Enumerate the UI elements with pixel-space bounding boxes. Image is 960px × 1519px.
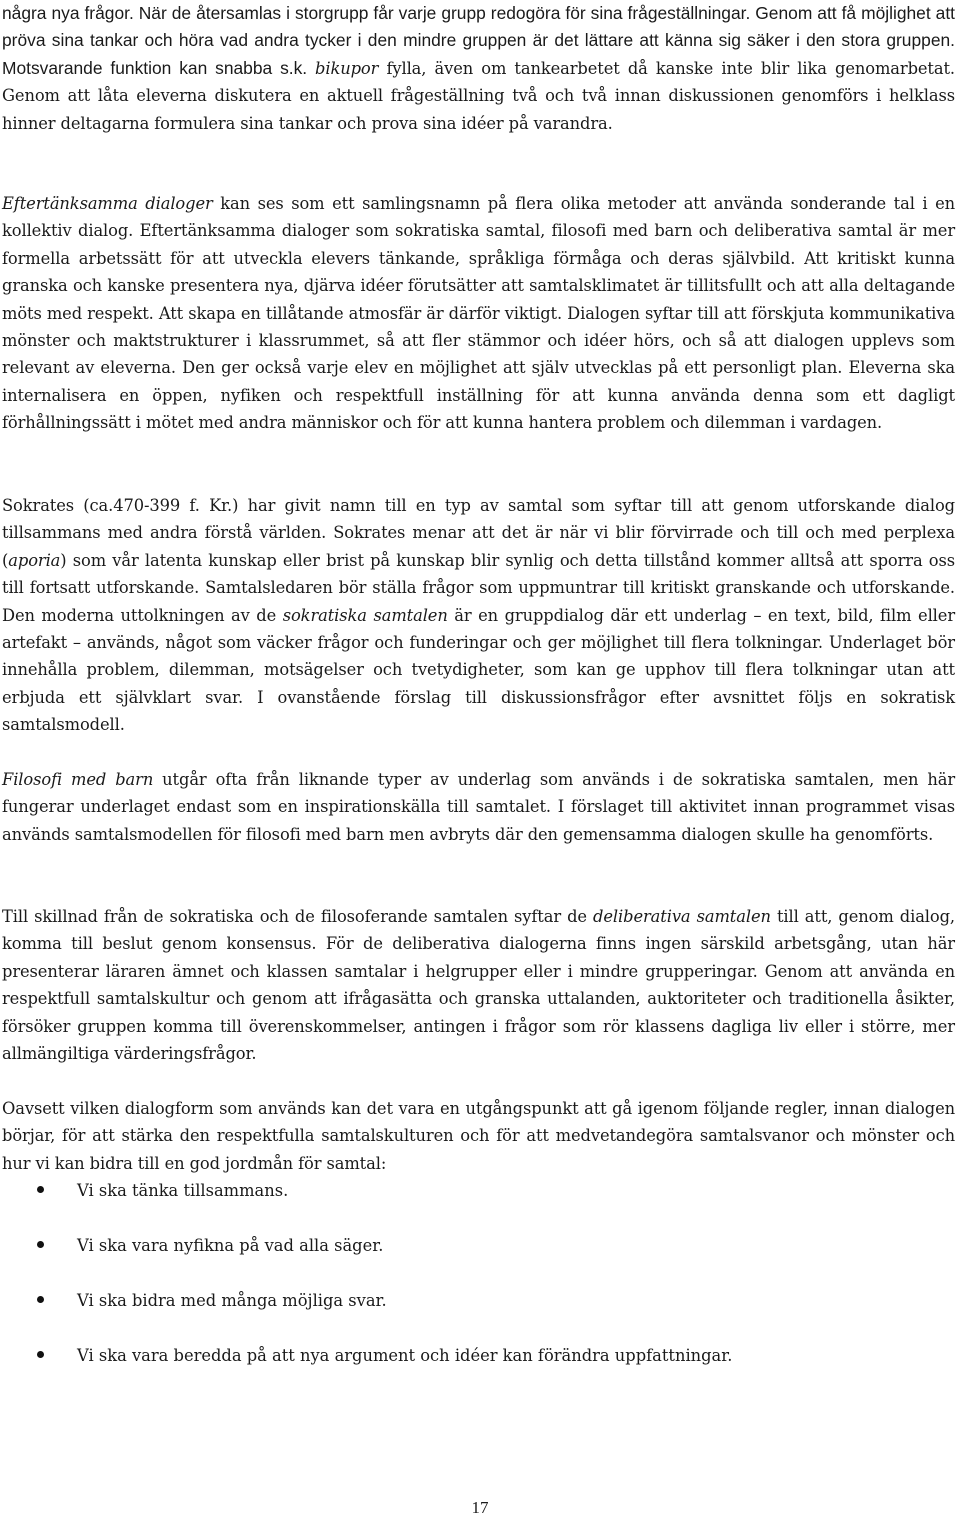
list-item-text: Vi ska vara beredda på att nya argument och idéer kan förändra uppfattningar. [77, 1346, 733, 1365]
paragraph-small-groups [2, 0, 955, 137]
emphasized-term: aporia [8, 550, 61, 570]
paragraph-philosophy-with-children [2, 766, 955, 848]
list-item-text: Vi ska bidra med många möjliga svar. [77, 1291, 387, 1310]
paragraph-socratic-dialogue [2, 492, 955, 739]
list-item [0, 1286, 960, 1341]
paragraph-dialogue-rules-intro [2, 1095, 955, 1177]
list-item [0, 1176, 960, 1231]
text-run: till att, genom dialog, komma till beslut genom konsensus. För de deliberativa dialogerna finns ingen särskild arbetsgång, utan här presenterar läraren ämnet och klassen samtalar i helgrupper eller i mindre grupperingar. Genom att använda en respektfull samtalskultur och genom att ifrågasätta och granska uttalanden, auktoriteter och traditionella åsikter, försöker gruppen komma till överenskommelser, antingen i frågor som rör klassens dagliga liv eller i större, mer allmängiltiga värderingsfrågor. [2, 907, 956, 1064]
emphasized-term: deliberativa samtalen [593, 907, 771, 926]
bullet-icon [37, 1351, 44, 1358]
list-item [0, 1231, 960, 1286]
list-item-text: Vi ska vara nyfikna på vad alla säger. [77, 1236, 384, 1255]
text-run: är en gruppdialog där ett underlag – en text, bild, film eller artefakt – används, något som väcker frågor och funderingar och ger möjlighet till flera tolkningar. Underlaget bör innehålla problem, dilemman, motsägelser och tvetydigheter, som kan ge upphov till flera tolkningar utan att erbjuda ett självklart svar. I ovanstående förslag till diskussionsfrågor efter avsnittet följs en sokratisk samtalsmodell. [2, 605, 955, 735]
bullet-icon [37, 1186, 44, 1193]
page-number: 17 [471, 1498, 489, 1517]
emphasized-term: Filosofi med barn [2, 770, 154, 789]
emphasized-term: bikupor [315, 58, 379, 78]
emphasized-term: sokratiska samtalen [282, 605, 448, 625]
paragraph-reflective-dialogues [2, 190, 955, 437]
list-item [0, 1341, 960, 1396]
text-run: Oavsett vilken dialogform som används kan det vara en utgångspunkt att gå igenom följande regler, innan dialogen börjar, för att stärka den respektfulla samtalskulturen och för att medvetandegöra samtalsvanor och mönster och hur vi kan bidra till en god jordmån för samtal: [2, 1099, 955, 1173]
text-run: några nya frågor. När de återsamlas i storgrupp får varje grupp redogöra för sina frågeställningar. Genom att få möjlighet att pröva sina tankar och höra vad andra tycker i den mindre gruppen är det lättare att känna sig säker i den stora gruppen. Motsvarande funktion kan snabba s.k. [2, 3, 955, 78]
text-run: fylla, även om tankearbetet då kanske inte blir lika genomarbetat. Genom att låta eleverna diskutera en aktuell frågeställning två och två innan diskussionen genomförs i helklass hinner deltagarna formulera sina tankar och prova sina idéer på varandra. [2, 58, 955, 133]
list-item-text: Vi ska tänka tillsammans. [77, 1181, 289, 1200]
paragraph-deliberative-dialogue [2, 903, 955, 1067]
text-run: utgår ofta från liknande typer av underlag som används i de sokratiska samtalen, men här fungerar underlaget endast som en inspirationskälla till samtalet. I förslaget till aktivitet innan programmet visas används samtalsmodellen för filosofi med barn men avbryts där den gemensamma dialogen skulle ha genomförts. [2, 770, 955, 844]
text-run: Till skillnad från de sokratiska och de filosoferande samtalen syftar de [2, 907, 594, 926]
bullet-icon [37, 1241, 44, 1248]
text-run: kan ses som ett samlingsnamn på flera olika metoder att använda sonderande tal i en kollektiv dialog. Eftertänksamma dialoger som sokratiska samtal, filosofi med barn och deliberativa samtal är mer formella arbetssätt för att utveckla elevers tänkande, språkliga förmåga och deras självbild. Att kritiskt kunna granska och kanske presentera nya, djärva idéer förutsätter att samtalsklimatet är tillitsfullt och att alla deltagande möts med respekt. Att skapa en tillåtande atmosfär är därför viktigt. Dialogen syftar till att förskjuta kommunikativa mönster och maktstrukturer i klassrummet, så att fler stämmor och idéer hörs, och så att dialogen upplevs som relevant av eleverna. Den ger också varje elev en möjlighet att själv utvecklas på ett personligt plan. Eleverna ska internalisera en öppen, nyfiken och respektfull inställning för att kunna använda denna som ett dagligt förhållningssätt i mötet med andra människor och för att kunna hantera problem och dilemman i vardagen. [2, 194, 955, 433]
dialogue-rules-list [0, 1176, 960, 1396]
bullet-icon [37, 1296, 44, 1303]
emphasized-term: Eftertänksamma dialoger [2, 194, 213, 213]
text-run: Sokrates (ca.470-399 f. Kr.) har givit namn till en typ av samtal som syftar till att genom utforskande dialog tillsammans med andra förstå världen. Sokrates menar att det är när vi blir förvirrade och till och med perplexa ( [2, 496, 955, 570]
text-run: ) som vår latenta kunskap eller brist på kunskap blir synlig och detta tillstånd kommer alltså att sporra oss till fortsatt utforskande. Samtalsledaren bör ställa frågor som uppmuntrar till kritiskt granskande och utforskande. Den moderna uttolkningen av de [2, 550, 955, 625]
